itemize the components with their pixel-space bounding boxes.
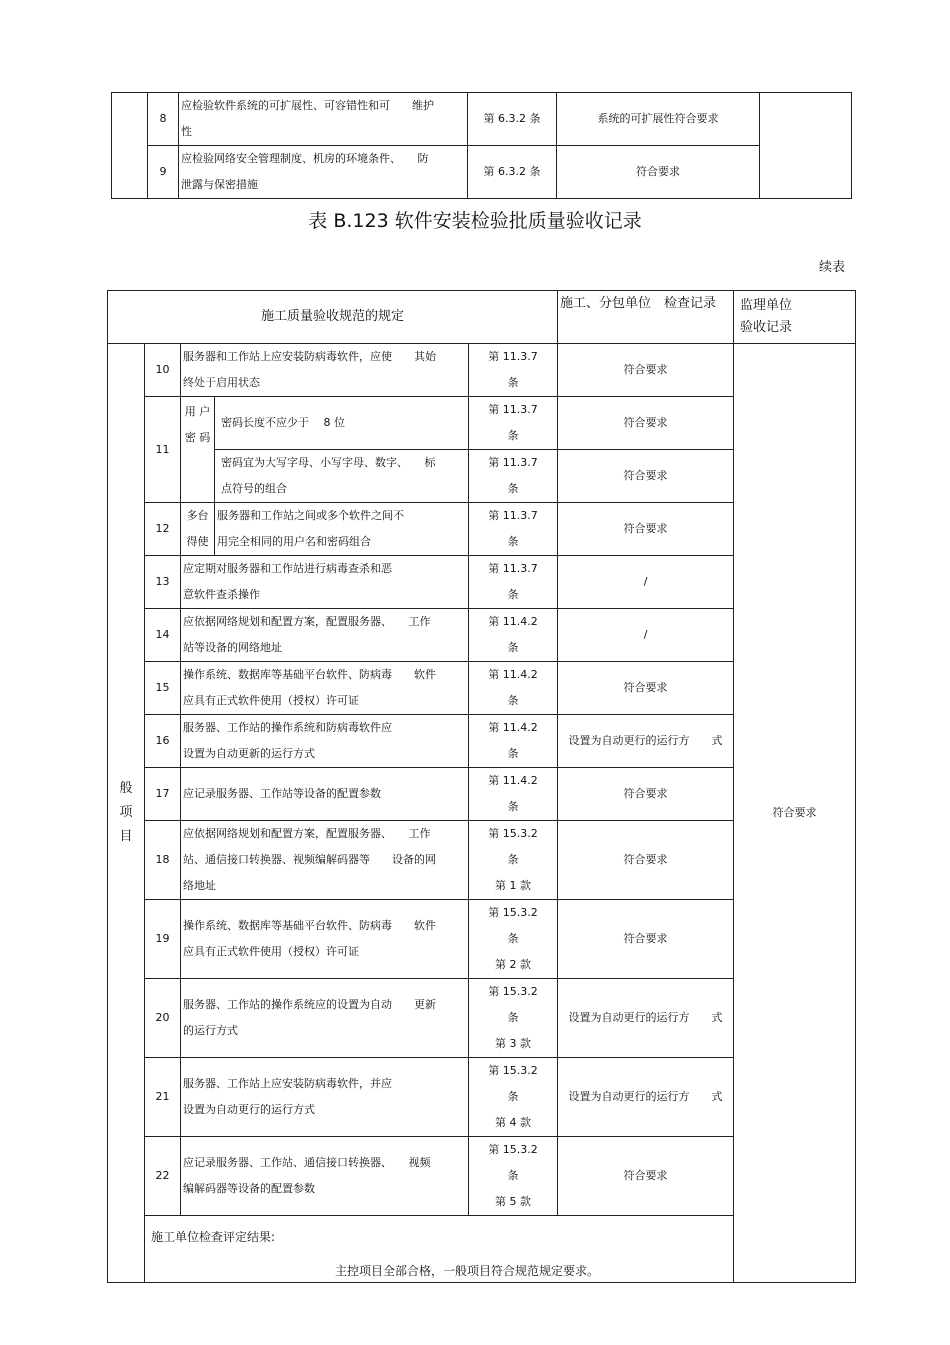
item-number: 9	[148, 146, 179, 199]
desc-line: 编解码器等设备的配置参数	[183, 1182, 315, 1195]
item-description	[181, 344, 469, 397]
category-char: 般	[119, 781, 133, 796]
sub-line: 密 码	[184, 431, 211, 444]
check-result: 符合要求	[558, 768, 734, 821]
desc-line: 终处于启用状态	[183, 376, 260, 389]
clause-line: 第 11.4.2	[488, 615, 538, 628]
clause-line: 条	[507, 641, 519, 654]
evaluation-text: 主控项目全部合格，一般项目符合规范规定要求。	[335, 1264, 600, 1278]
clause-reference	[469, 1058, 558, 1137]
desc-line: 设置为自动更行的运行方式	[183, 1103, 315, 1116]
clause-reference	[469, 768, 558, 821]
category-char: 项	[119, 805, 133, 820]
clause-line: 第 5 款	[495, 1195, 532, 1208]
construction-evaluation-result	[145, 1216, 856, 1283]
check-result: /	[558, 556, 734, 609]
desc-line: 服务器、工作站的操作系统应的设置为自动 更新	[183, 998, 436, 1011]
item-description	[215, 450, 469, 503]
check-result: 符合要求	[558, 662, 734, 715]
check-result: 符合要求	[557, 146, 760, 199]
header-line: 监理单位	[740, 298, 793, 313]
table-title: 表 B.123 软件安装检验批质量验收记录	[308, 210, 642, 232]
check-result: 设置为自动更行的运行方 式	[558, 979, 734, 1058]
item-number: 20	[145, 979, 181, 1058]
item-number: 13	[145, 556, 181, 609]
desc-line: 应检验软件系统的可扩展性、可容错性和可 维护	[181, 99, 434, 112]
desc-line: 性	[181, 125, 192, 138]
sub-line: 得使	[186, 535, 209, 548]
item-description: 应记录服务器、工作站等设备的配置参数	[181, 768, 469, 821]
desc-line: 意软件查杀操作	[183, 588, 260, 601]
clause-reference	[469, 556, 558, 609]
desc-line: 应依据网络规划和配置方案，配置服务器、 工作	[183, 615, 431, 628]
desc-line: 操作系统、数据库等基础平台软件、防病毒 软件	[183, 668, 436, 681]
desc-line: 密码宜为大写字母、小写字母、数字、 标	[221, 456, 436, 469]
clause-reference	[469, 979, 558, 1058]
clause-line: 第 15.3.2	[488, 985, 538, 998]
item-number: 15	[145, 662, 181, 715]
item-description	[181, 609, 469, 662]
clause-line: 条	[507, 1090, 519, 1103]
desc-line: 泄露与保密措施	[181, 178, 258, 191]
clause-line: 条	[507, 1011, 519, 1024]
clause-line: 第 11.4.2	[488, 774, 538, 787]
top-continuation-table	[111, 92, 852, 199]
spec-header: 施工质量验收规范的规定	[108, 291, 558, 344]
clause-line: 条	[507, 853, 519, 866]
check-result: 符合要求	[558, 344, 734, 397]
item-description	[181, 1058, 469, 1137]
clause-line: 条	[507, 932, 519, 945]
clause-line: 第 11.3.7	[488, 509, 538, 522]
desc-line: 用完全相同的用户名和密码组合	[217, 535, 371, 548]
supervision-result: 符合要求	[734, 344, 856, 1283]
clause-line: 条	[507, 747, 519, 760]
item-description: 密码长度不应少于 8 位	[215, 397, 469, 450]
clause-reference	[469, 503, 558, 556]
clause-line: 第 11.4.2	[488, 721, 538, 734]
clause-reference	[469, 344, 558, 397]
check-result: /	[558, 609, 734, 662]
desc-line: 站、通信接口转换器、视频编解码器等 设备的网	[183, 853, 436, 866]
clause-reference	[469, 821, 558, 900]
clause-line: 第 2 款	[495, 958, 532, 971]
item-description	[181, 715, 469, 768]
clause-line: 第 11.3.7	[488, 562, 538, 575]
desc-line: 络地址	[183, 879, 216, 892]
supervision-header	[734, 291, 856, 344]
item-number: 12	[145, 503, 181, 556]
clause-line: 条	[507, 588, 519, 601]
desc-line: 设置为自动更新的运行方式	[183, 747, 315, 760]
clause-line: 第 15.3.2	[488, 906, 538, 919]
item-description	[181, 556, 469, 609]
item-description	[215, 503, 469, 556]
desc-line: 服务器和工作站之间或多个软件之间不	[217, 509, 404, 522]
item-description	[181, 1137, 469, 1216]
desc-line: 应定期对服务器和工作站进行病毒查杀和恶	[183, 562, 392, 575]
clause-reference	[469, 900, 558, 979]
check-result: 符合要求	[558, 450, 734, 503]
desc-line: 服务器和工作站上应安装防病毒软件，应使 其始	[183, 350, 436, 363]
desc-line: 应依据网络规划和配置方案，配置服务器、 工作	[183, 827, 431, 840]
desc-line: 应记录服务器、工作站、通信接口转换器、 视频	[183, 1156, 431, 1169]
clause-reference	[469, 609, 558, 662]
sub-category	[181, 397, 215, 503]
clause-reference	[469, 450, 558, 503]
item-number: 21	[145, 1058, 181, 1137]
desc-line: 服务器、工作站上应安装防病毒软件，并应	[183, 1077, 392, 1090]
clause-line: 第 15.3.2	[488, 1064, 538, 1077]
supervision-cell	[760, 93, 852, 199]
evaluation-label: 施工单位检查评定结果:	[151, 1230, 276, 1244]
item-number: 22	[145, 1137, 181, 1216]
check-result: 符合要求	[558, 900, 734, 979]
clause-line: 第 1 款	[495, 879, 532, 892]
clause-line: 条	[507, 694, 519, 707]
item-number: 14	[145, 609, 181, 662]
item-number: 18	[145, 821, 181, 900]
item-number: 11	[145, 397, 181, 503]
item-description	[179, 146, 468, 199]
clause-reference	[469, 1137, 558, 1216]
item-number: 16	[145, 715, 181, 768]
clause-line: 条	[507, 482, 519, 495]
check-result: 设置为自动更行的运行方 式	[558, 1058, 734, 1137]
desc-line: 操作系统、数据库等基础平台软件、防病毒 软件	[183, 919, 436, 932]
check-result: 系统的可扩展性符合要求	[557, 93, 760, 146]
clause-line: 第 11.3.7	[488, 350, 538, 363]
desc-line: 应检验网络安全管理制度、机房的环境条件、 防	[181, 152, 429, 165]
clause-reference	[469, 662, 558, 715]
check-result: 符合要求	[558, 397, 734, 450]
clause-reference: 第 6.3.2 条	[468, 146, 557, 199]
check-result: 符合要求	[558, 503, 734, 556]
category-char: 目	[119, 829, 133, 844]
item-number: 19	[145, 900, 181, 979]
check-record-header: 施工、分包单位 检查记录	[558, 291, 734, 344]
item-number: 10	[145, 344, 181, 397]
header-line: 验收记录	[740, 320, 793, 335]
clause-line: 第 15.3.2	[488, 1143, 538, 1156]
clause-line: 条	[507, 429, 519, 442]
clause-line: 第 11.4.2	[488, 668, 538, 681]
item-number: 17	[145, 768, 181, 821]
clause-line: 条	[507, 376, 519, 389]
desc-line: 应具有正式软件使用（授权）许可证	[183, 945, 359, 958]
continued-label: 续表	[819, 260, 846, 275]
item-number: 8	[148, 93, 179, 146]
clause-line: 第 3 款	[495, 1037, 532, 1050]
category-cell	[112, 93, 148, 199]
category-general-items	[108, 344, 145, 1283]
clause-reference	[469, 715, 558, 768]
check-result: 设置为自动更行的运行方 式	[558, 715, 734, 768]
clause-line: 条	[507, 1169, 519, 1182]
item-description	[181, 900, 469, 979]
desc-line: 的运行方式	[183, 1024, 238, 1037]
desc-line: 点符号的组合	[221, 482, 287, 495]
sub-category	[181, 503, 215, 556]
clause-reference: 第 6.3.2 条	[468, 93, 557, 146]
item-description	[181, 979, 469, 1058]
clause-line: 第 4 款	[495, 1116, 532, 1129]
sub-line: 用 户	[184, 405, 211, 418]
check-result: 符合要求	[558, 821, 734, 900]
desc-line: 服务器、工作站的操作系统和防病毒软件应	[183, 721, 392, 734]
clause-line: 第 15.3.2	[488, 827, 538, 840]
clause-reference	[469, 397, 558, 450]
clause-line: 条	[507, 535, 519, 548]
desc-line: 应具有正式软件使用（授权）许可证	[183, 694, 359, 707]
clause-line: 第 11.3.7	[488, 403, 538, 416]
item-description	[181, 662, 469, 715]
check-result: 符合要求	[558, 1137, 734, 1216]
inspection-table	[107, 290, 856, 1283]
clause-line: 条	[507, 800, 519, 813]
desc-line: 站等设备的网络地址	[183, 641, 282, 654]
sub-line: 多台	[186, 509, 209, 522]
clause-line: 第 11.3.7	[488, 456, 538, 469]
item-description	[181, 821, 469, 900]
item-description	[179, 93, 468, 146]
